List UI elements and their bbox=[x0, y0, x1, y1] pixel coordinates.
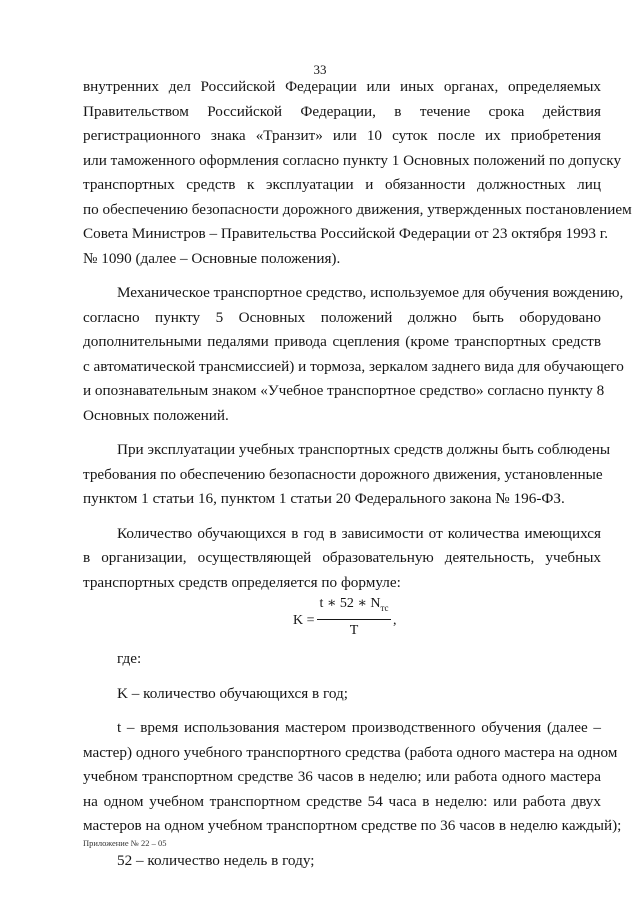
text-line: на одном учебном транспортном средстве 54 часа в неделю: или работа двух bbox=[83, 792, 601, 810]
text-line: регистрационного знака «Транзит» или 10 суток после их приобретения bbox=[83, 127, 601, 144]
footer-annex-label: Приложение № 22 – 05 bbox=[83, 838, 167, 848]
text-line: дополнительными педалями привода сцепления (кроме транспортных средств bbox=[83, 333, 601, 350]
formula-lhs: K = bbox=[293, 613, 315, 628]
text-line: внутренних дел Российской Федерации или иных органах, определяемых bbox=[83, 78, 601, 95]
paragraph-weeks-definition bbox=[83, 849, 601, 874]
formula-numerator: t ∗ 52 ∗ $N_{тс}$ bbox=[317, 595, 391, 620]
text-line: Механическое транспортное средство, используемое для обучения вождению, bbox=[117, 284, 624, 301]
text-line: пунктом 1 статьи 16, пунктом 1 статьи 20 Федерального закона № 196-ФЗ. bbox=[83, 490, 565, 507]
text-line: При эксплуатации учебных транспортных средств должны быть соблюдены bbox=[117, 441, 611, 458]
paragraph-t-definition bbox=[83, 716, 622, 839]
text-line: Основных положений. bbox=[83, 406, 229, 424]
formula-subscript: тс bbox=[380, 602, 389, 613]
paragraph-safety-requirements bbox=[83, 438, 611, 512]
paragraph-registration bbox=[83, 75, 632, 271]
paragraph-k-definition bbox=[83, 682, 601, 707]
paragraph-training-vehicle bbox=[83, 281, 624, 428]
k-definition: K – количество обучающихся в год; bbox=[117, 684, 348, 702]
text-line: Правительством Российской Федерации, в течение срока действия bbox=[83, 102, 601, 120]
weeks-definition: 52 – количество недель в году; bbox=[117, 851, 315, 869]
text-line: Количество обучающихся в год в зависимости от количества имеющихся bbox=[117, 524, 601, 542]
text-line: транспортных средств к эксплуатации и обязанности должностных лиц bbox=[83, 176, 601, 193]
text-line: учебном транспортном средстве 36 часов в неделю; или работа одного мастера bbox=[83, 768, 601, 785]
text-line: мастеров на одном учебном транспортном средстве по 36 часов в неделю каждый); bbox=[83, 817, 622, 834]
formula-denominator: T bbox=[349, 622, 359, 638]
text-line: Совета Министров – Правительства Российской Федерации от 23 октября 1993 г. bbox=[83, 225, 609, 242]
text-line: и опознавательным знаком «Учебное транспортное средство» согласно пункту 8 bbox=[83, 382, 605, 399]
text-line: требования по обеспечению безопасности дорожного движения, установленные bbox=[83, 465, 603, 483]
text-line: в организации, осуществляющей образовательную деятельность, учебных bbox=[83, 549, 601, 566]
text-line: согласно пункту 5 Основных положений должно быть оборудовано bbox=[83, 308, 601, 326]
text-line: t – время использования мастером производственного обучения (далее – bbox=[117, 719, 601, 736]
where-label: где: bbox=[117, 650, 142, 667]
text-line: или таможенного оформления согласно пункту 1 Основных положений по допуску bbox=[83, 151, 622, 169]
paragraph-where bbox=[83, 647, 601, 672]
page-number: 33 bbox=[313, 62, 327, 77]
text-line: по обеспечению безопасности дорожного движения, утвержденных постановлением bbox=[83, 200, 632, 218]
text-line: с автоматической трансмиссией) и тормоза, зеркалом заднего вида для обучающего bbox=[83, 357, 624, 375]
text-line: № 1090 (далее – Основные положения). bbox=[83, 249, 341, 267]
formula bbox=[83, 595, 601, 647]
document-body bbox=[83, 75, 632, 873]
text-line: транспортных средств определяется по формуле: bbox=[83, 573, 401, 591]
paragraph-student-count bbox=[83, 522, 601, 596]
text-line: мастер) одного учебного транспортного средства (работа одного мастера на одном bbox=[83, 743, 618, 761]
formula-comma: , bbox=[393, 613, 397, 628]
formula-fraction bbox=[317, 595, 391, 640]
